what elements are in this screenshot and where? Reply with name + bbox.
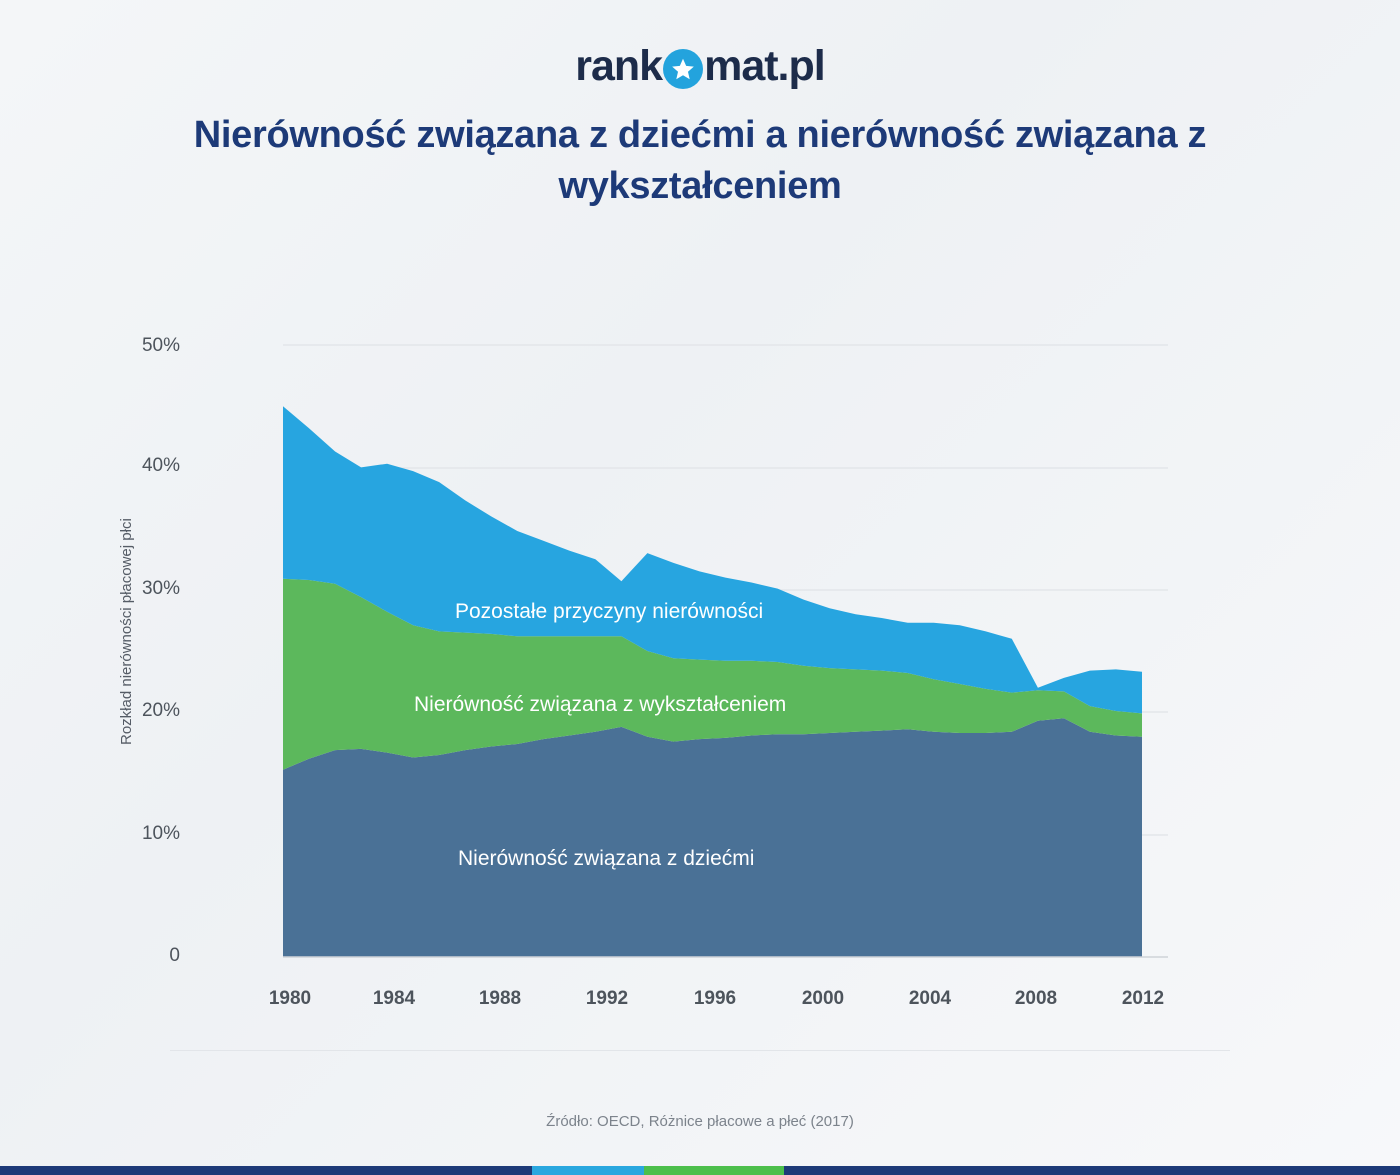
- y-tick-label: 50%: [141, 335, 180, 356]
- x-tick-label: 1992: [585, 988, 629, 1009]
- stacked-area-plot: [0, 290, 1400, 1050]
- bottom-bar-segment-3: [644, 1166, 784, 1175]
- x-tick-label: 2000: [801, 988, 845, 1009]
- x-tick-label: 1988: [478, 988, 522, 1009]
- x-tick-label: 1980: [268, 988, 312, 1009]
- brand-name-part2: mat.pl: [704, 42, 825, 90]
- x-tick-label: 2008: [1014, 988, 1058, 1009]
- y-tick-label: 30%: [141, 578, 180, 599]
- bottom-bar-segment-1: [0, 1166, 532, 1175]
- y-tick-label: 10%: [141, 823, 180, 844]
- brand-name-part1: rank: [575, 42, 663, 90]
- area-series-group: [283, 406, 1142, 957]
- x-tick-label: 1996: [693, 988, 737, 1009]
- y-axis-title: Rozkład nierówności płacowej płci: [118, 518, 135, 745]
- x-tick-label: 1984: [372, 988, 416, 1009]
- divider: [170, 1050, 1230, 1051]
- star-icon: [663, 49, 703, 89]
- brand-logo: [0, 42, 1400, 91]
- x-tick-label: 2012: [1121, 988, 1165, 1009]
- chart-container: [0, 290, 1400, 1050]
- series-label-children: Nierówność związana z dziećmi: [458, 847, 755, 870]
- page-title: Nierówność związana z dziećmi a nierówność związana z wykształceniem: [193, 114, 1207, 208]
- x-tick-label: 2004: [908, 988, 952, 1009]
- y-tick-label: 40%: [141, 455, 180, 476]
- bottom-bar-segment-2: [532, 1166, 644, 1175]
- y-tick-label: 0: [169, 945, 180, 966]
- bottom-accent-bar: [0, 1166, 1400, 1175]
- source-note: Źródło: OECD, Różnice płacowe a płeć (2017): [546, 1113, 854, 1130]
- bottom-bar-segment-4: [784, 1166, 1400, 1175]
- series-label-other: Pozostałe przyczyny nierówności: [455, 600, 764, 623]
- y-tick-label: 20%: [141, 700, 180, 721]
- series-label-education: Nierówność związana z wykształceniem: [414, 693, 787, 716]
